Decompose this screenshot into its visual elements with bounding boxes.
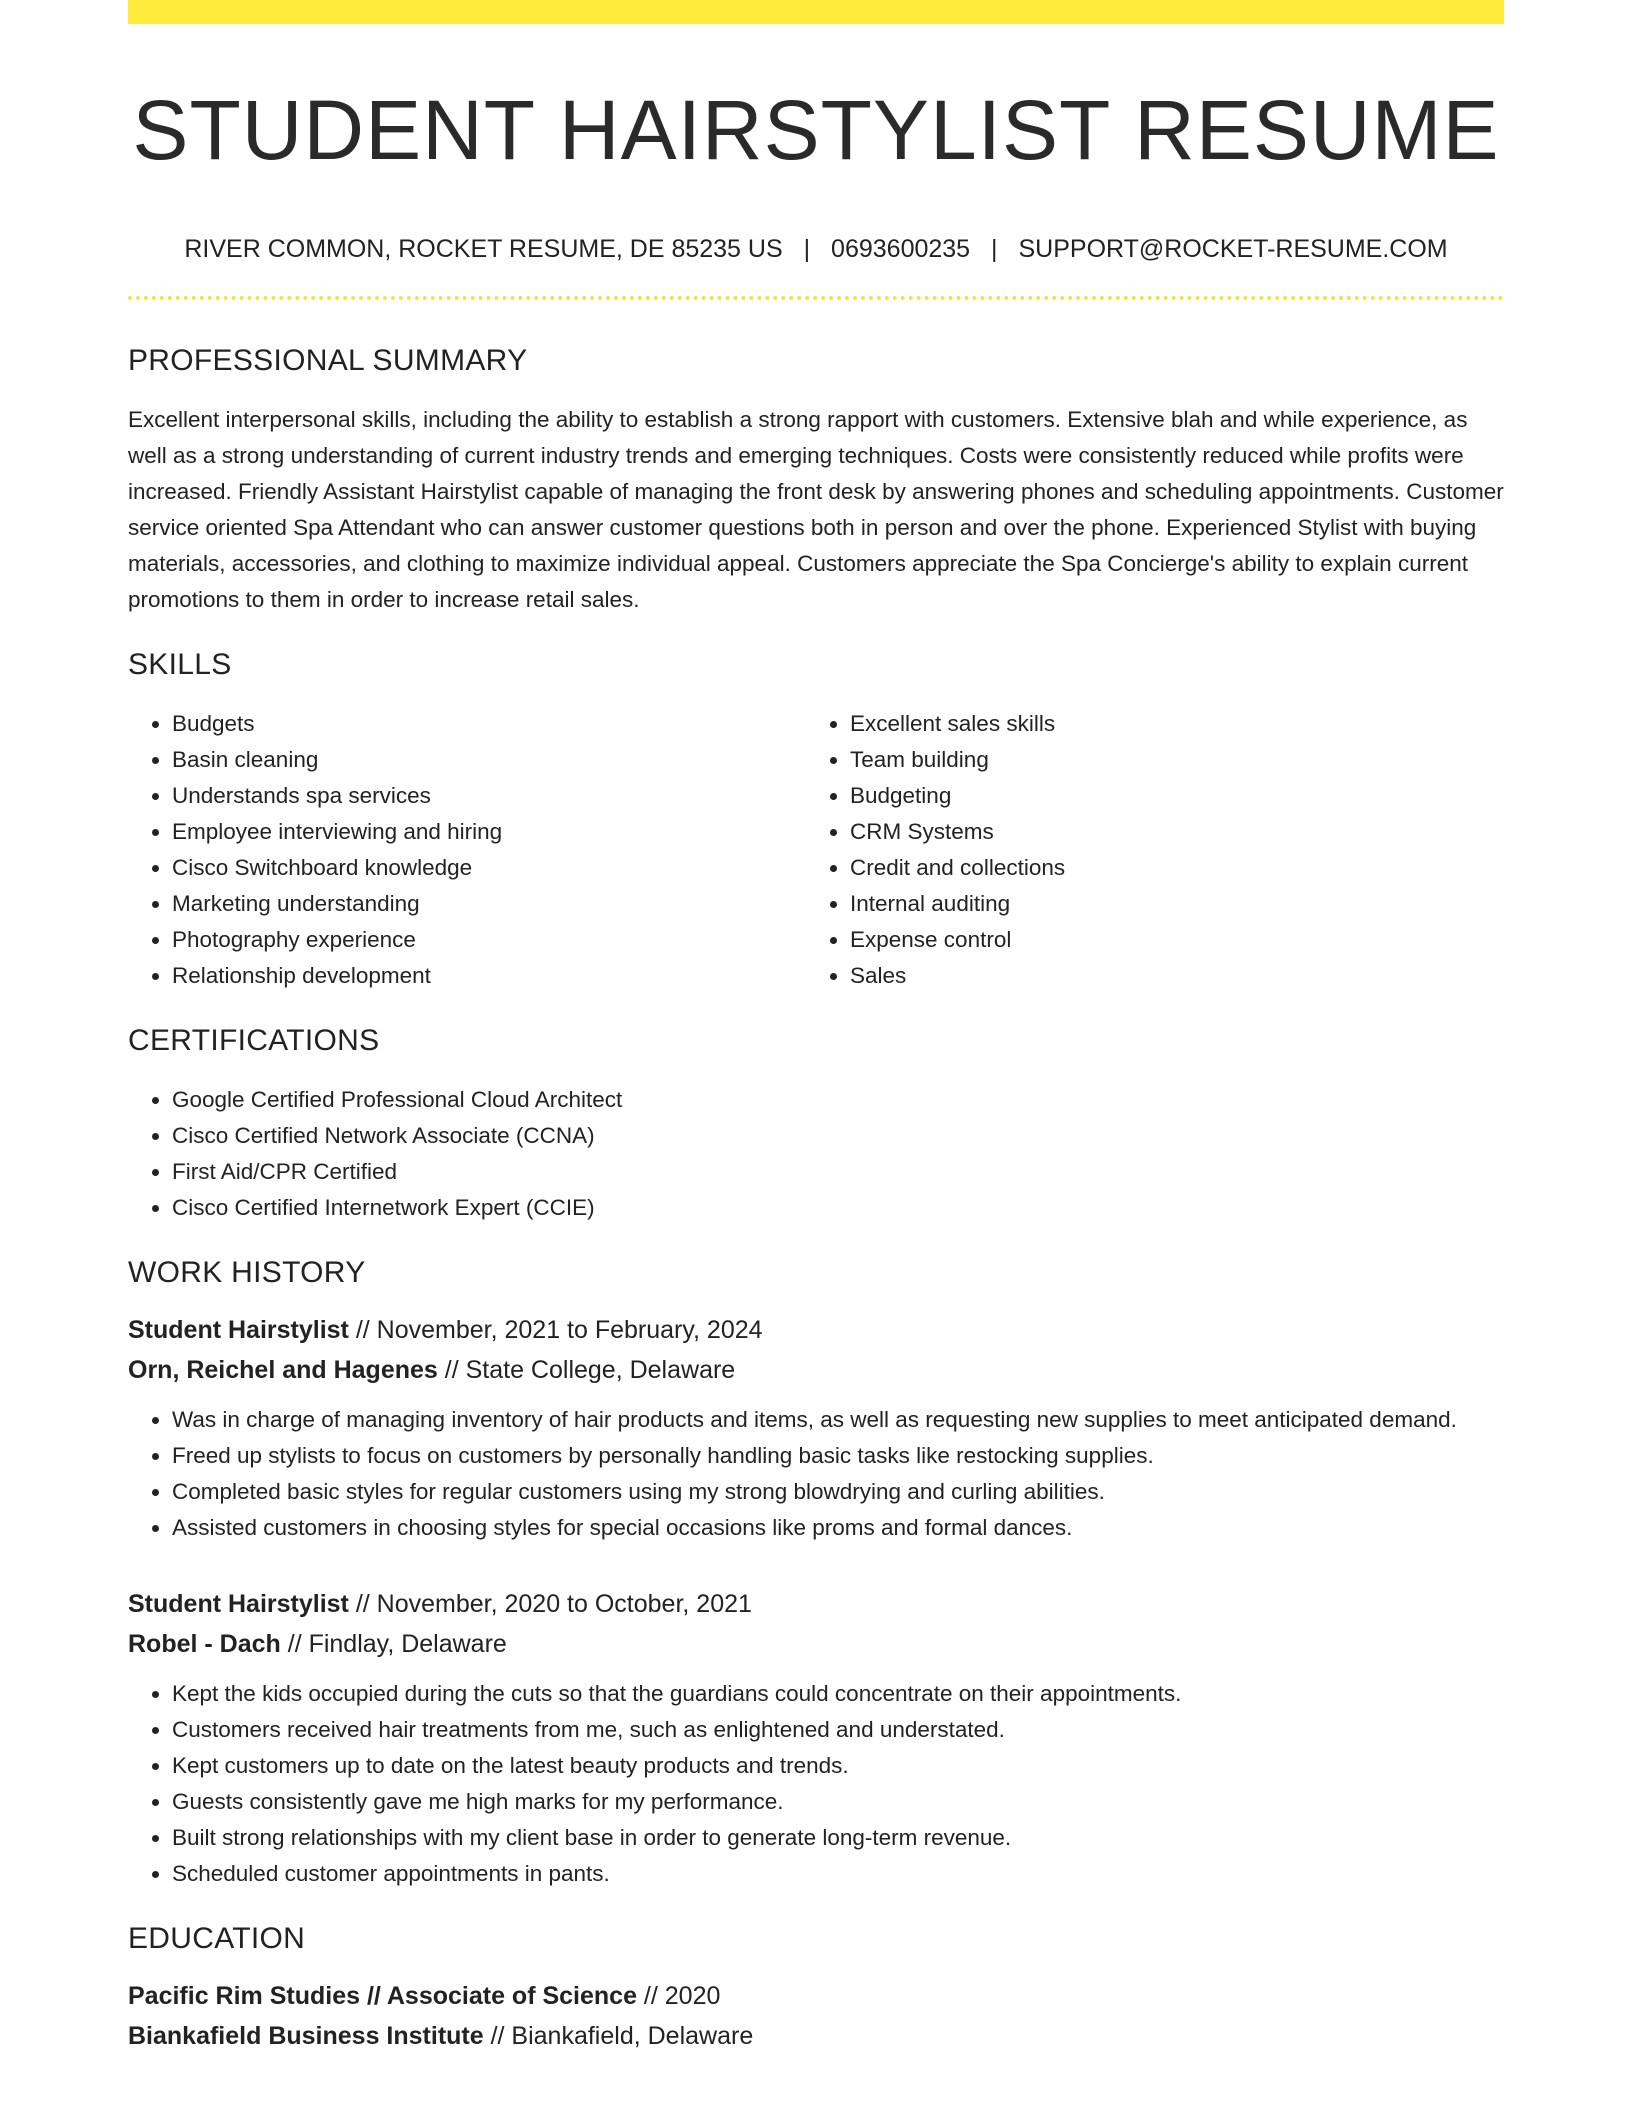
contact-separator: | [803,235,811,264]
skill-item: • Expense control [850,922,1484,958]
job-title-line [128,1584,1504,1624]
skill-item: • Credit and collections [850,850,1484,886]
job-bullet: • Guests consistently gave me high marks for my performance. [172,1784,1504,1820]
education-school: Biankafield Business Institute [128,2022,484,2051]
skill-item: • Team building [850,742,1484,778]
accent-top-bar [128,0,1504,24]
education-entry [128,1976,1504,2056]
skill-item: • Relationship development [172,958,806,994]
contact-address: RIVER COMMON, ROCKET RESUME, DE 85235 US [184,235,783,264]
skill-item: • Understands spa services [172,778,806,814]
job-entry [128,1310,1504,1546]
section-heading: WORK HISTORY [128,1256,366,1290]
job-bullet: • Customers received hair treatments from me, such as enlightened and understated. [172,1712,1504,1748]
education-section [128,1922,1504,2056]
job-company-line [128,1350,1504,1390]
section-heading: EDUCATION [128,1922,306,1956]
job-bullet: • Completed basic styles for regular customers using my strong blowdrying and curling abilities. [172,1474,1504,1510]
job-title: Student Hairstylist [128,1590,349,1619]
summary-section [128,344,1504,618]
contact-line [128,234,1504,264]
skill-item: • CRM Systems [850,814,1484,850]
education-degree-line [128,1976,1504,2016]
certifications-section [128,1024,1504,1226]
dotted-divider [128,296,1504,300]
job-entry [128,1584,1504,1892]
job-company: Orn, Reichel and Hagenes [128,1356,438,1385]
job-bullet: • Kept the kids occupied during the cuts so that the guardians could concentrate on their appointments. [172,1676,1504,1712]
skill-item: • Basin cleaning [172,742,806,778]
certification-item: • Google Certified Professional Cloud Architect [172,1082,1504,1118]
skills-column-right [806,706,1484,994]
contact-phone: 0693600235 [831,235,971,264]
skill-item: • Budgeting [850,778,1484,814]
certification-item: • Cisco Certified Internetwork Expert (CCIE) [172,1190,1504,1226]
job-company-line [128,1624,1504,1664]
job-bullet: • Scheduled customer appointments in pants. [172,1856,1504,1892]
skill-item: • Photography experience [172,922,806,958]
job-dates: // November, 2021 to February, 2024 [348,1316,763,1345]
job-bullet: • Built strong relationships with my client base in order to generate long-term revenue. [172,1820,1504,1856]
job-bullet: • Freed up stylists to focus on customers by personally handling basic tasks like restocking supplies. [172,1438,1504,1474]
job-title-line [128,1310,1504,1350]
job-location: // Findlay, Delaware [280,1630,507,1659]
skill-item: • Sales [850,958,1484,994]
job-dates: // November, 2020 to October, 2021 [348,1590,752,1619]
job-company: Robel - Dach [128,1630,281,1659]
certification-item: • First Aid/CPR Certified [172,1154,1504,1190]
job-bullet: • Was in charge of managing inventory of hair products and items, as well as requesting new supplies to meet anticipated demand. [172,1402,1504,1438]
job-title: Student Hairstylist [128,1316,349,1345]
contact-email: SUPPORT@ROCKET-RESUME.COM [1018,235,1448,264]
section-heading: PROFESSIONAL SUMMARY [128,344,528,378]
contact-separator: | [991,235,998,264]
education-location: // Biankafield, Delaware [483,2022,754,2051]
job-bullet: • Assisted customers in choosing styles for special occasions like proms and formal dances. [172,1510,1504,1546]
skills-column-left [128,706,806,994]
work-history-section [128,1256,1504,1892]
education-degree: Pacific Rim Studies // Associate of Science [128,1982,637,2011]
summary-text: Excellent interpersonal skills, including the ability to establish a strong rapport with customers. Extensive blah and while experience, as well as a strong understanding of current industry trends and emerging techniques. Costs were consistently reduced while profits were increased. Friendly Assistant Hairstylist capable of managing the front desk by answering phones and scheduling appointments. Customer service oriented Spa Attendant who can answer customer questions both in person and over the phone. Experienced Stylist with buying materials, accessories, and clothing to maximize individual appeal. Customers appreciate the Spa Concierge's ability to explain current promotions to them in order to increase retail sales. [128,407,1504,613]
job-bullet: • Kept customers up to date on the latest beauty products and trends. [172,1748,1504,1784]
resume-title: STUDENT HAIRSTYLIST RESUME [132,83,1500,177]
skill-item: • Employee interviewing and hiring [172,814,806,850]
skill-item: • Internal auditing [850,886,1484,922]
section-heading: SKILLS [128,648,232,682]
skills-section [128,648,1504,994]
section-heading: CERTIFICATIONS [128,1024,380,1058]
job-location: // State College, Delaware [437,1356,736,1385]
skill-item: • Marketing understanding [172,886,806,922]
education-school-line [128,2016,1504,2056]
skills-grid [128,706,1504,994]
skill-item: • Excellent sales skills [850,706,1484,742]
skill-item: • Cisco Switchboard knowledge [172,850,806,886]
skill-item: • Budgets [172,706,806,742]
education-year: // 2020 [636,1982,721,2011]
resume-page [128,0,1504,2056]
certification-item: • Cisco Certified Network Associate (CCNA) [172,1118,1504,1154]
